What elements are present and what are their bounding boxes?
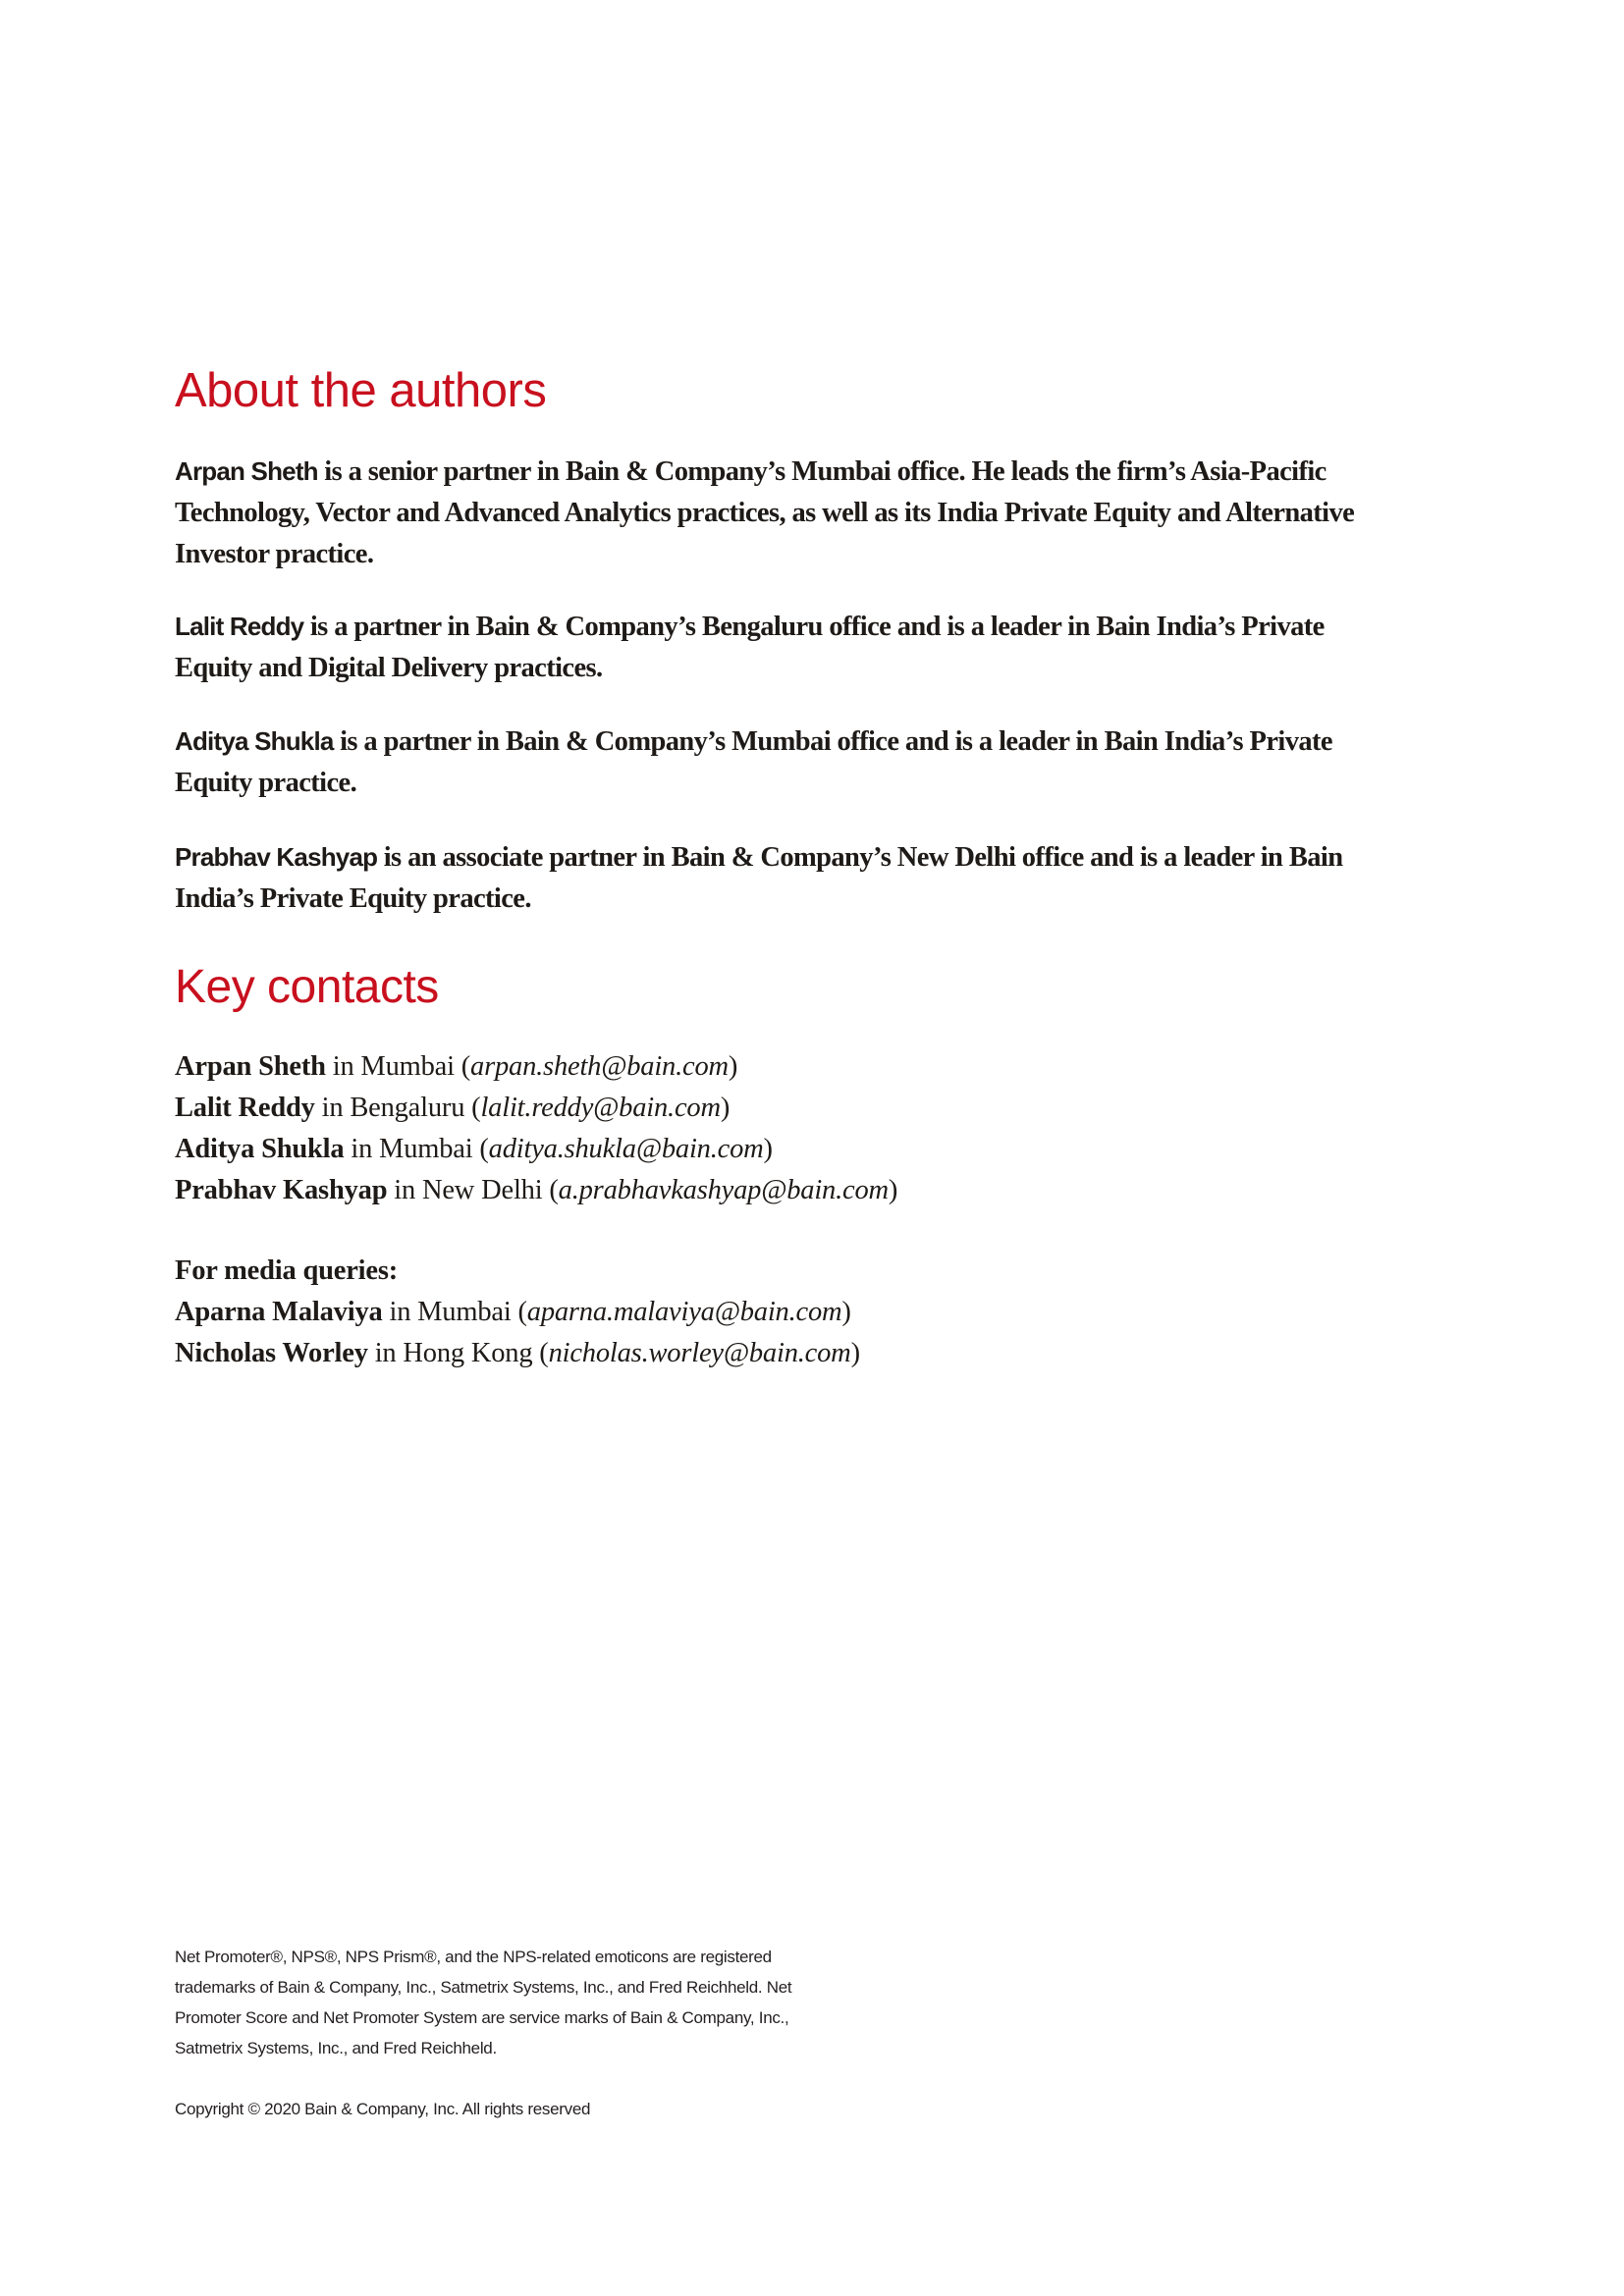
paren: )	[728, 1051, 738, 1082]
contact-item	[175, 1095, 730, 1123]
contact-item	[175, 1177, 897, 1205]
bio-line: Equity and Digital Delivery practices.	[175, 653, 603, 683]
contact-name: Nicholas Worley	[175, 1338, 368, 1368]
bio-line: Equity practice.	[175, 768, 357, 798]
contact-name: Aparna Malaviya	[175, 1297, 383, 1327]
bio-text: is an associate partner in Bain & Company’s New Delhi office and is a leader in Bain	[377, 842, 1343, 873]
bio-line: India’s Private Equity practice.	[175, 883, 531, 914]
author-name: Arpan Sheth	[175, 456, 318, 486]
contact-email-link[interactable]: aparna.malaviya@bain.com	[526, 1297, 842, 1327]
bio-line	[175, 728, 1332, 757]
contact-email-link[interactable]: lalit.reddy@bain.com	[480, 1093, 721, 1123]
media-label-text: For media queries:	[175, 1255, 399, 1286]
bio-text: is a partner in Bain & Company’s Mumbai office and is a leader in Bain India’s Private	[333, 726, 1332, 757]
contact-email-link[interactable]: arpan.sheth@bain.com	[470, 1051, 729, 1082]
contact-item	[175, 1053, 737, 1082]
contact-location: in New Delhi (	[387, 1175, 559, 1205]
contact-item	[175, 1299, 851, 1327]
key-contacts-heading: Key contacts	[175, 961, 439, 1013]
author-name: Prabhav Kashyap	[175, 842, 378, 872]
contact-email-link[interactable]: aditya.shukla@bain.com	[488, 1134, 764, 1164]
bio-line	[175, 458, 1326, 487]
contact-name: Lalit Reddy	[175, 1093, 315, 1123]
contact-item	[175, 1136, 773, 1164]
trademark-line: Net Promoter®, NPS®, NPS Prism®, and the NPS-related emoticons are registered	[175, 1948, 772, 1966]
contact-location: in Hong Kong (	[367, 1338, 549, 1368]
contact-email-link[interactable]: nicholas.worley@bain.com	[548, 1338, 851, 1368]
author-name: Lalit Reddy	[175, 612, 304, 641]
media-queries-label	[175, 1257, 398, 1286]
paren: )	[720, 1093, 731, 1123]
paren: )	[850, 1338, 860, 1368]
bio-line	[175, 844, 1342, 873]
contact-email-link[interactable]: a.prabhavkashyap@bain.com	[558, 1175, 889, 1205]
contact-item	[175, 1340, 860, 1368]
contact-location: in Bengaluru (	[314, 1093, 481, 1123]
contact-location: in Mumbai (	[344, 1134, 489, 1164]
about-authors-heading: About the authors	[175, 364, 547, 417]
contact-name: Aditya Shukla	[175, 1134, 345, 1164]
bio-line: Investor practice.	[175, 539, 374, 569]
bio-text: is a partner in Bain & Company’s Bengaluru office and is a leader in Bain India’s Private	[303, 612, 1325, 642]
trademark-line: trademarks of Bain & Company, Inc., Satmetrix Systems, Inc., and Fred Reichheld. Net	[175, 1978, 792, 1997]
contact-name: Arpan Sheth	[175, 1051, 326, 1082]
paren: )	[841, 1297, 851, 1327]
author-name: Aditya Shukla	[175, 726, 334, 756]
contact-location: in Mumbai (	[382, 1297, 527, 1327]
trademark-line: Promoter Score and Net Promoter System are service marks of Bain & Company, Inc.,	[175, 2008, 789, 2027]
paren: )	[763, 1134, 773, 1164]
bio-line	[175, 614, 1325, 642]
copyright-notice: Copyright © 2020 Bain & Company, Inc. All rights reserved	[175, 2100, 591, 2118]
trademark-line: Satmetrix Systems, Inc., and Fred Reichheld.	[175, 2039, 497, 2057]
bio-text: is a senior partner in Bain & Company’s Mumbai office. He leads the firm’s Asia-Pacific	[317, 456, 1326, 487]
contact-name: Prabhav Kashyap	[175, 1175, 388, 1205]
paren: )	[888, 1175, 898, 1205]
contact-location: in Mumbai (	[325, 1051, 471, 1082]
bio-line: Technology, Vector and Advanced Analytics practices, as well as its India Private Equity and Alternative	[175, 498, 1355, 528]
